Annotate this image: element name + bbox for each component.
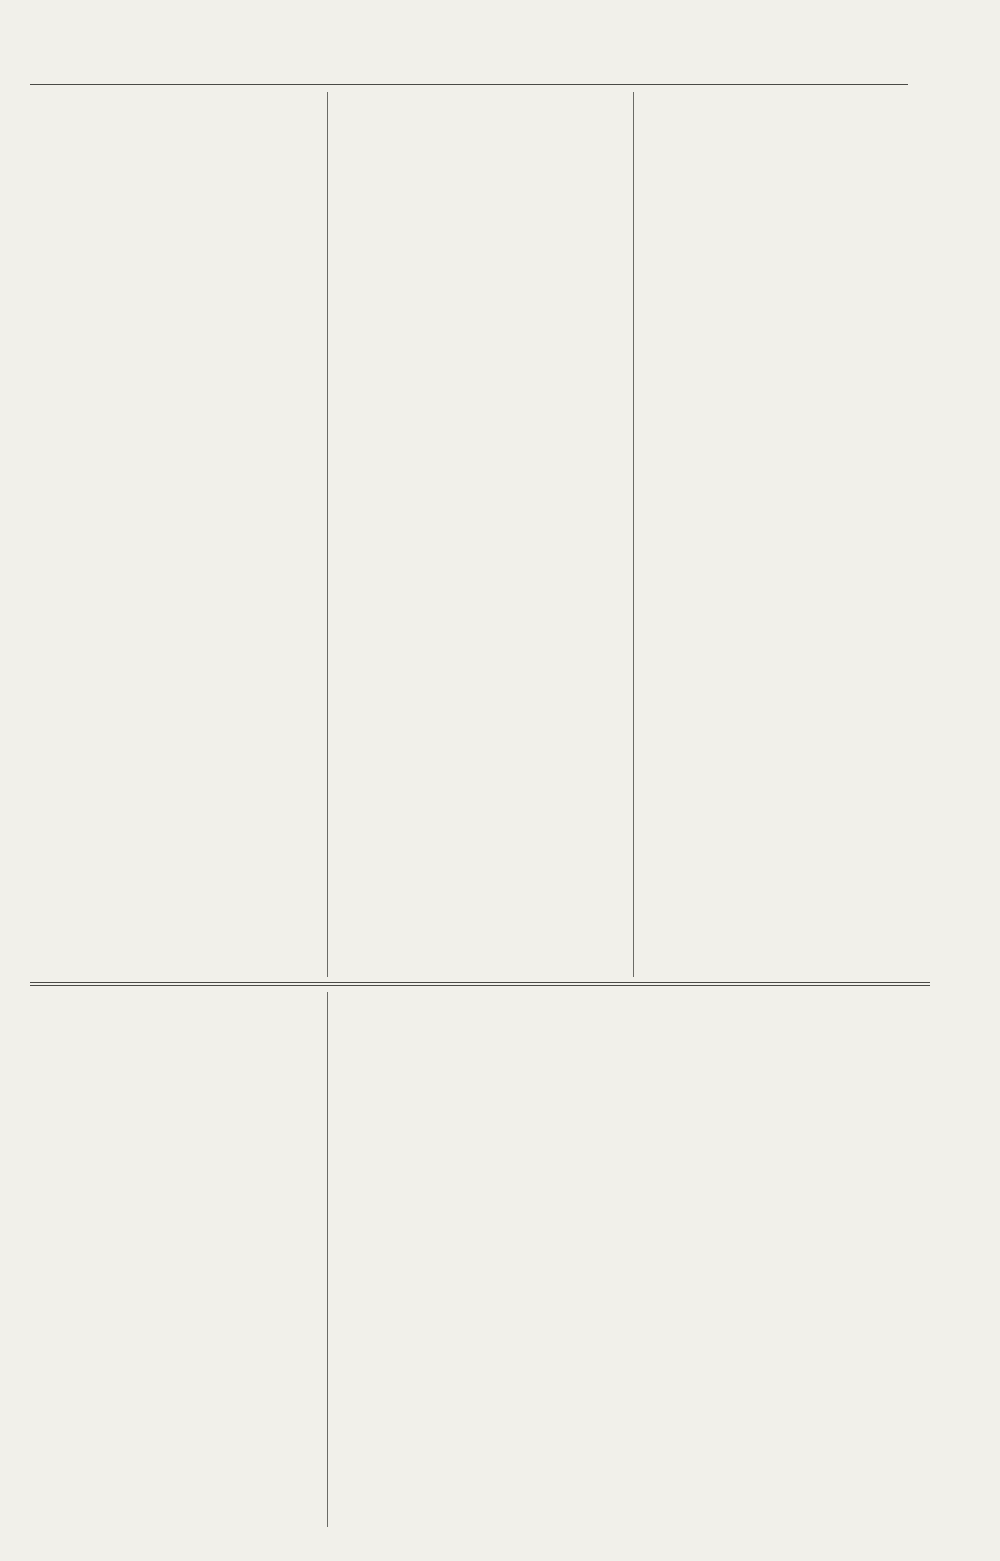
column-rule — [327, 92, 328, 977]
middle-column — [334, 92, 626, 977]
story-column-2 — [334, 992, 626, 1527]
story-column-1 — [30, 992, 320, 1527]
masthead — [30, 40, 908, 85]
china-column — [30, 92, 320, 977]
section-divider — [30, 985, 930, 986]
right-column — [640, 92, 930, 977]
section-divider — [30, 982, 930, 983]
column-rule — [327, 992, 328, 1527]
column-rule — [633, 92, 634, 977]
